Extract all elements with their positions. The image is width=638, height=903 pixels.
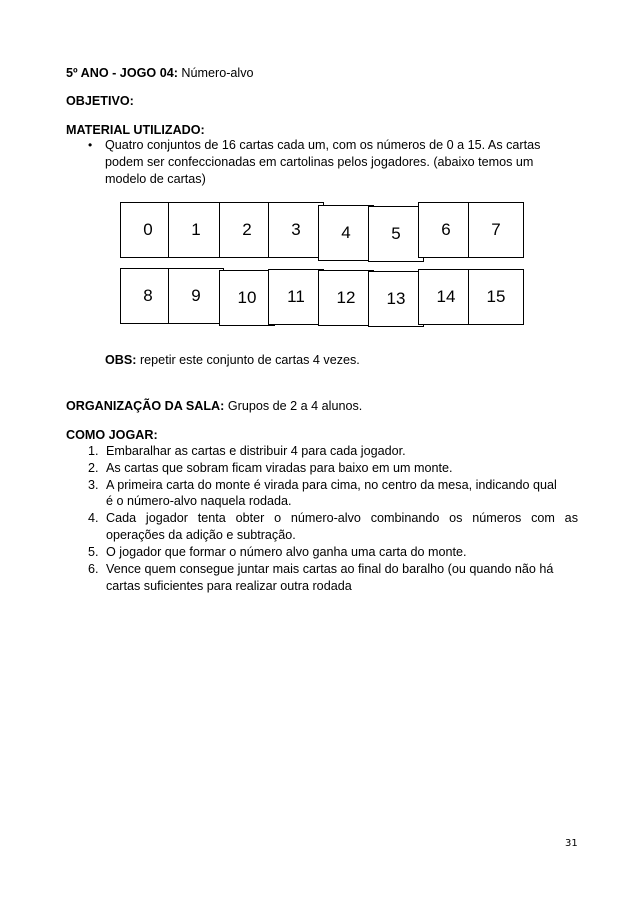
list-item xyxy=(88,545,467,560)
card: 6 xyxy=(418,202,474,258)
card: 9 xyxy=(168,268,224,324)
list-item xyxy=(88,444,406,459)
bullet-icon: • xyxy=(88,138,93,152)
list-item xyxy=(88,511,578,526)
card: 4 xyxy=(318,205,374,261)
card: 7 xyxy=(468,202,524,258)
card: 1 xyxy=(168,202,224,258)
card: 8 xyxy=(120,268,176,324)
material-line-2: podem ser confeccionadas em cartolinas pelos jogadores. (abaixo temos um xyxy=(105,155,534,169)
obs-label: OBS: xyxy=(105,353,137,367)
how-to-play-label: COMO JOGAR: xyxy=(66,428,158,442)
obs-note xyxy=(105,353,360,368)
objective-label: OBJETIVO: xyxy=(66,94,134,108)
heading-prefix: 5º ANO - JOGO 04: xyxy=(66,66,178,80)
step-number: 6. xyxy=(88,562,99,576)
step-text-continued: é o número-alvo naquela rodada. xyxy=(106,494,292,508)
material-label: MATERIAL UTILIZADO: xyxy=(66,123,205,137)
step-text-continued: operações da adição e subtração. xyxy=(106,528,296,542)
step-number: 2. xyxy=(88,461,99,475)
step-text: A primeira carta do monte é virada para cima, no centro da mesa, indicando qual xyxy=(106,478,557,492)
list-item xyxy=(88,461,452,476)
step-number: 3. xyxy=(88,478,99,492)
page-number: 31 xyxy=(565,838,578,849)
card: 11 xyxy=(268,269,324,325)
step-text-continued: cartas suficientes para realizar outra rodada xyxy=(106,579,352,593)
organization-label: ORGANIZAÇÃO DA SALA: xyxy=(66,399,225,413)
card: 14 xyxy=(418,269,474,325)
card: 3 xyxy=(268,202,324,258)
heading-title: Número-alvo xyxy=(181,66,254,80)
organization xyxy=(66,399,362,414)
step-text: Embaralhar as cartas e distribuir 4 para cada jogador. xyxy=(106,444,406,458)
material-line-1: Quatro conjuntos de 16 cartas cada um, com os números de 0 a 15. As cartas xyxy=(105,138,541,152)
step-number: 4. xyxy=(88,511,99,525)
step-text: Vence quem consegue juntar mais cartas ao final do baralho (ou quando não há xyxy=(106,562,554,576)
obs-text: repetir este conjunto de cartas 4 vezes. xyxy=(139,353,360,367)
step-text: Cada jogador tenta obter o número-alvo combinando os números com as xyxy=(106,511,578,525)
card: 13 xyxy=(368,271,424,327)
step-number: 5. xyxy=(88,545,99,559)
page-heading xyxy=(66,66,254,81)
step-number: 1. xyxy=(88,444,99,458)
card: 15 xyxy=(468,269,524,325)
list-item xyxy=(88,478,557,493)
step-text: O jogador que formar o número alvo ganha uma carta do monte. xyxy=(106,545,467,559)
card: 5 xyxy=(368,206,424,262)
material-line-3: modelo de cartas) xyxy=(105,172,206,186)
step-text: As cartas que sobram ficam viradas para baixo em um monte. xyxy=(106,461,453,475)
organization-text: Grupos de 2 a 4 alunos. xyxy=(227,399,363,413)
list-item xyxy=(88,562,553,577)
card: 10 xyxy=(219,270,275,326)
card: 0 xyxy=(120,202,176,258)
card: 2 xyxy=(219,202,275,258)
card: 12 xyxy=(318,270,374,326)
